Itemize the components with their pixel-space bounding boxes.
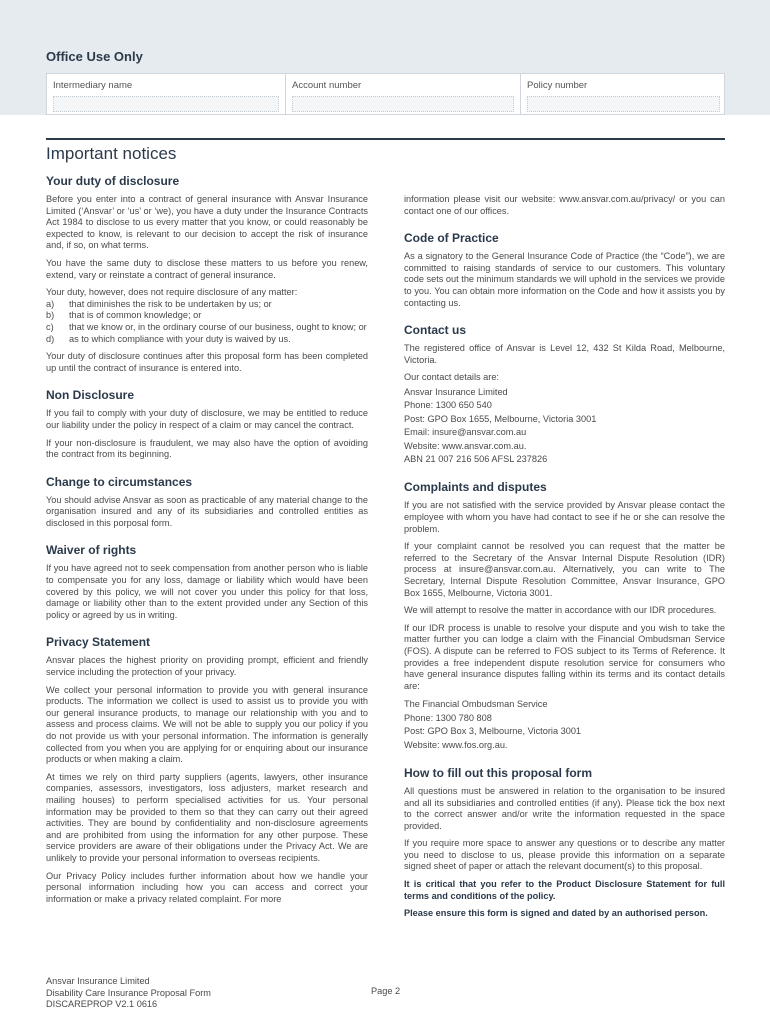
contact-heading: Contact us [404, 323, 467, 338]
waiver-section [46, 543, 368, 621]
privacy-heading: Privacy Statement [46, 635, 151, 650]
complaints-heading: Complaints and disputes [404, 480, 547, 495]
list-marker: c) [46, 321, 54, 332]
document-footer [46, 976, 211, 1011]
code-paragraph: As a signatory to the General Insurance Code of Practice (the “Code”), we are committed to raising standards of service to our customers. This voluntary code sets out the minimum standards we will uphold in the services we provide to you. You can obtain more information on the Code and how it assists you by contacting us. [404, 251, 725, 308]
intermediary-name-label: Intermediary name [53, 80, 133, 91]
policy-number-cell [521, 74, 726, 114]
footer-line: Disability Care Insurance Proposal Form [46, 987, 211, 998]
office-use-table [46, 73, 725, 115]
complaints-section [404, 480, 725, 752]
account-number-field[interactable] [292, 96, 514, 112]
code-of-practice-section [404, 231, 725, 309]
intermediary-name-field[interactable] [53, 96, 279, 112]
privacy-paragraph: At times we rely on third party suppliers (agents, lawyers, other insurance companies, assessors, investigators, loss adjusters, market research and mailing houses) to perform specialised activities for us. Your personal information may be provided to them so that they can carry out their agreed activities. They are bound by confidentiality and non-disclosure agreements and are prohibited from using the information for any other purpose. These service providers are aware of their obligations under the Privacy Act. We are unlikely to provide your personal information to overseas recipients. [46, 771, 368, 863]
contact-website[interactable]: Website: www.ansvar.com.au. [404, 440, 527, 451]
contact-intro: Our contact details are: [404, 372, 499, 383]
complaints-paragraph: If our IDR process is unable to resolve your dispute and you wish to take the matter further you can lodge a claim with the Financial Ombudsman Service (FOS). A dispute can be referred to FOS subject to its Terms of Reference. It provides a free independent dispute resolution service for consumers who have general insurance disputes falling within its terms and its contact details are: [404, 622, 725, 691]
policy-number-label: Policy number [527, 80, 588, 91]
duty-paragraph: Your duty of disclosure continues after this proposal form has been completed up until the contract of insurance is entered into. [46, 351, 368, 373]
contact-section [404, 323, 725, 466]
fos-line: Phone: 1300 780 808 [404, 712, 492, 723]
list-item [46, 322, 368, 334]
contact-line: Ansvar Insurance Limited [404, 386, 508, 397]
list-marker: b) [46, 310, 55, 321]
non-disclosure-paragraph: If you fail to comply with your duty of disclosure, we may be entitled to reduce our liability under the policy in respect of a claim or may cancel the contract. [46, 408, 368, 430]
footer-line: Ansvar Insurance Limited [46, 976, 150, 986]
fos-line: Post: GPO Box 3, Melbourne, Victoria 3001 [404, 726, 582, 737]
contact-details [404, 386, 725, 466]
list-item [46, 299, 368, 311]
fos-line: The Financial Ombudsman Service [404, 699, 548, 710]
page-number: Page 2 [371, 986, 401, 996]
title-divider [46, 138, 725, 140]
duty-exceptions-list [46, 299, 368, 345]
list-marker: a) [46, 298, 55, 309]
list-text: that we know or, in the ordinary course of our business, ought to know; or [69, 321, 367, 332]
list-text: that is of common knowledge; or [69, 310, 202, 321]
waiver-heading: Waiver of rights [46, 543, 137, 558]
policy-number-field[interactable] [527, 96, 720, 112]
duty-paragraph: Your duty, however, does not require disclosure of any matter: [46, 287, 298, 298]
pds-notice: It is critical that you refer to the Product Disclosure Statement for full terms and conditions of the policy. [404, 879, 725, 901]
complaints-paragraph: If you are not satisfied with the service provided by Ansvar please contact the employee with whom you have had contact to see if he or she can resolve the problem. [404, 500, 725, 534]
change-heading: Change to circumstances [46, 474, 193, 489]
contact-email[interactable]: Email: insure@ansvar.com.au [404, 427, 527, 438]
left-column [46, 174, 368, 919]
non-disclosure-paragraph: If your non-disclosure is fraudulent, we may also have the option of avoiding the contract from its beginning. [46, 437, 368, 460]
fos-contact-details [404, 698, 725, 752]
non-disclosure-section [46, 388, 368, 460]
privacy-paragraph: Ansvar places the highest priority on providing prompt, efficient and friendly service including the protection of your privacy. [46, 655, 368, 678]
page-title: Important notices [46, 144, 177, 163]
how-to-fill-section [404, 766, 725, 920]
signature-notice: Please ensure this form is signed and dated by an authorised person. [404, 908, 708, 919]
contact-line: Phone: 1300 650 540 [404, 400, 492, 411]
contact-paragraph: The registered office of Ansvar is Level 12, 432 St Kilda Road, Melbourne, Victoria. [404, 343, 725, 365]
privacy-paragraph: We collect your personal information to provide you with general insurance products. The information we collect is used to assist us to provide you with our general insurance products, to manage our relationship with you and to assess and process claims. We will not be able to supply you our policy if you do not provide us with your personal information. The information is generally collected from you when you are applying for or enquiring about our insurance products or when making a claim. [46, 684, 368, 765]
account-number-cell [286, 74, 521, 114]
change-paragraph: You should advise Ansvar as soon as practicable of any material change to the organisation insured and any of its subsidiaries and controlled entities as disclosed in this porposal form. [46, 494, 368, 528]
office-use-title: Office Use Only [46, 49, 143, 64]
fos-website[interactable]: Website: www.fos.org.au. [404, 739, 508, 750]
right-column [404, 194, 725, 934]
duty-paragraph: You have the same duty to disclose these matters to us before you renew, extend, vary or reinstate a contract of general insurance. [46, 257, 368, 280]
account-number-label: Account number [292, 80, 362, 91]
intermediary-name-cell [47, 74, 286, 114]
privacy-paragraph: Our Privacy Policy includes further information about how we handle your personal information including how you can access and correct your information or make a privacy related complaint. For more [46, 870, 368, 904]
duty-heading: Your duty of disclosure [46, 174, 180, 188]
list-text: that diminishes the risk to be undertaken by us; or [69, 298, 272, 309]
how-to-paragraph: All questions must be answered in relation to the organisation to be insured and all its subsidiaries and controlled entities (if any). Please tick the box next to the correct answer and/or write the information requested in the space provided. [404, 785, 725, 831]
complaints-paragraph: We will attempt to resolve the matter in accordance with our IDR procedures. [404, 605, 717, 616]
how-to-paragraph: If you require more space to answer any questions or to describe any matter you need to disclose to us, please provide this information on a separate signed sheet of paper or attach the relevant document(s) to this proposal. [404, 838, 725, 872]
list-text: as to which compliance with your duty is waived by us. [69, 333, 291, 344]
privacy-paragraph: information please visit our website: www.ansvar.com.au/privacy/ or you can contact one of our offices. [404, 194, 725, 216]
list-item [46, 334, 368, 346]
how-to-heading: How to fill out this proposal form [404, 765, 592, 780]
list-marker: d) [46, 333, 55, 344]
waiver-paragraph: If you have agreed not to seek compensation from another person who is liable to compensate you for any loss, damage or liability which would have been covered by this policy, we will not cover you under this policy for that loss, damage or liability other than to the extent provided under any Section of this policy or agreed by us in writing. [46, 563, 368, 620]
privacy-continued [404, 194, 725, 217]
duty-of-disclosure-section [46, 174, 368, 374]
list-item [46, 310, 368, 322]
footer-line: DISCAREPROP V2.1 0616 [46, 999, 158, 1010]
complaints-paragraph: If your complaint cannot be resolved you can request that the matter be referred to the Secretary of the Ansvar Internal Dispute Resolution (IDR) process at insure@ansvar.com.au. Alternatively, you can write to The Secretary, Internal Dispute Resolution Committee, Ansvar Insurance, GPO Box 1655, Melbourne, Victoria 3001. [404, 541, 725, 598]
non-disclosure-heading: Non Disclosure [46, 388, 135, 403]
privacy-section [46, 635, 368, 905]
duty-paragraph: Before you enter into a contract of general insurance with Ansvar Insurance Limited (‘Ansvar’ or ‘us’ or ‘we), you have a duty under the Insurance Contracts Act 1984 to disclose to us every matter that you know, or could reasonably be expected to know, is relevant to our decision to accept the risk of insurance and, if so, on what terms. [46, 194, 368, 251]
contact-line: Post: GPO Box 1655, Melbourne, Victoria 3001 [404, 413, 597, 424]
contact-line: ABN 21 007 216 506 AFSL 237826 [404, 453, 548, 464]
code-heading: Code of Practice [404, 231, 499, 246]
change-circumstances-section [46, 475, 368, 530]
